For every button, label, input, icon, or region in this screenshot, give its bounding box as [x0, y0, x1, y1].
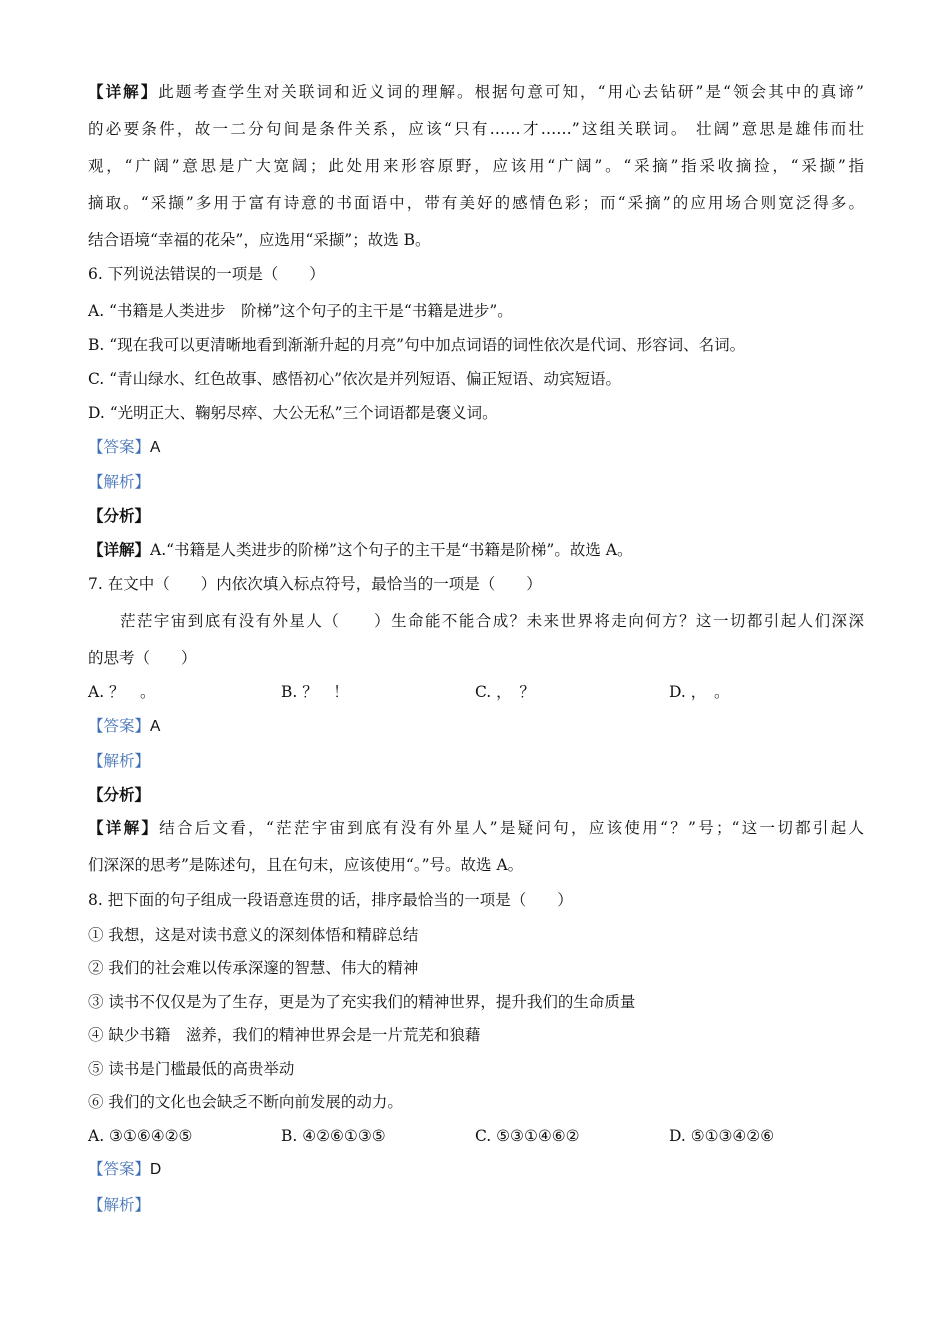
- q7-passage-line-1: 茫茫宇宙到底有没有外星人（ ）生命能不能合成？未来世界将走向何方？这一切都引起人们深深: [120, 612, 864, 630]
- q6-option-d: D. “光明正大、鞠躬尽瘁、大公无私”三个词语都是褒义词。: [88, 404, 498, 422]
- q8-option-b: B. ④②⑥①③⑤: [281, 1127, 386, 1145]
- text: 此题考查学生对关联词和近义词的理解。根据句意可知，“用心去钻研”是“领会其中的真谛”: [158, 83, 864, 101]
- q7-option-b: B. ？ ！: [281, 683, 349, 701]
- detail-tag: 【详解】: [88, 540, 151, 559]
- q8-sentence-6: ⑥ 我们的文化也会缺乏不断向前发展的动力。: [88, 1093, 403, 1111]
- q6-detail: [88, 540, 864, 560]
- q6-stem: 6. 下列说法错误的一项是（ ）: [88, 265, 325, 283]
- q7-answer: [88, 716, 864, 737]
- answer-tag: 【答案】: [88, 1160, 151, 1178]
- q5-detail-line-4: 摘取。“采撷”多用于富有诗意的书面语中，带有美好的感情色彩；而“采摘”的应用场合则宽泛得多。: [88, 194, 864, 212]
- q7-detail-line-1: [88, 818, 864, 838]
- q8-sentence-3: ③ 读书不仅仅是为了生存，更是为了充实我们的精神世界，提升我们的生命质量: [88, 993, 636, 1011]
- text: 结合后文看，“茫茫宇宙到底有没有外星人”是疑问句，应该使用“？”号；“这一切都引起人: [159, 819, 864, 837]
- q8-option-d: D. ⑤①③④②⑥: [669, 1127, 775, 1145]
- q5-detail-line-3: 观，“广阔”意思是广大宽阔；此处用来形容原野，应该用“广阔”。“采摘”指采收摘捡，“采撷”指: [88, 157, 864, 175]
- q8-stem: 8. 把下面的句子组成一段语意连贯的话，排序最恰当的一项是（ ）: [88, 891, 573, 909]
- q8-sentence-2: ② 我们的社会难以传承深邃的智慧、伟大的精神: [88, 959, 419, 977]
- q7-fenxi: [88, 785, 864, 805]
- q7-option-c: C. ， ？: [475, 683, 535, 701]
- q8-option-a: A. ③①⑥④②⑤: [88, 1127, 193, 1145]
- q8-option-c: C. ⑤③①④⑥②: [475, 1127, 580, 1145]
- q7-option-d: D. ， 。: [669, 683, 730, 701]
- q7-detail-line-2: 们深深的思考”是陈述句，且在句末，应该使用“。”号。故选 A。: [88, 856, 524, 874]
- answer-value: A: [150, 718, 161, 735]
- answer-tag: 【答案】: [88, 438, 151, 456]
- q7-passage-line-2: 的思考（ ）: [88, 649, 197, 667]
- q6-answer: [88, 437, 864, 458]
- q6-jiexi: 【解析】: [88, 473, 151, 491]
- q5-detail-line-1: [88, 82, 864, 102]
- q7-stem: 7. 在文中（ ）内依次填入标点符号，最恰当的一项是（ ）: [88, 575, 542, 593]
- q5-detail-line-2: 的必要条件，故一二分句间是条件关系，应该“只有……才……”这组关联词。 壮阔”意思是雄伟而壮: [88, 120, 864, 138]
- detail-tag: 【详解】: [88, 818, 160, 837]
- answer-value: D: [150, 1161, 162, 1178]
- q8-answer: [88, 1159, 864, 1180]
- q8-sentence-5: ⑤ 读书是门槛最低的高贵举动: [88, 1060, 295, 1078]
- q8-jiexi: 【解析】: [88, 1196, 151, 1214]
- q6-option-b: B. “现在我可以更清晰地看到渐渐升起的月亮”句中加点词语的词性依次是代词、形容词、名词。: [88, 336, 746, 354]
- answer-tag: 【答案】: [88, 717, 151, 735]
- answer-value: A: [150, 439, 161, 456]
- q6-option-a: A. “书籍是人类进步 阶梯”这个句子的主干是“书籍是进步”。: [88, 302, 513, 320]
- q7-jiexi: 【解析】: [88, 752, 151, 770]
- q6-fenxi: [88, 506, 864, 526]
- detail-tag: 【详解】: [88, 82, 159, 101]
- text: A.“书籍是人类进步的阶梯”这个句子的主干是“书籍是阶梯”。故选 A。: [150, 541, 633, 559]
- fenxi-tag: 【分析】: [88, 506, 151, 525]
- q7-option-a: A. ？ 。: [88, 683, 156, 701]
- q6-option-c: C. “青山绿水、红色故事、感悟初心”依次是并列短语、偏正短语、动宾短语。: [88, 370, 622, 388]
- q5-detail-line-5: 结合语境“幸福的花朵”，应选用“采撷”；故选 B。: [88, 231, 431, 249]
- fenxi-tag: 【分析】: [88, 785, 151, 804]
- q8-sentence-1: ① 我想，这是对读书意义的深刻体悟和精辟总结: [88, 926, 419, 944]
- q8-sentence-4: ④ 缺少书籍 滋养，我们的精神世界会是一片荒芜和狼藉: [88, 1026, 481, 1044]
